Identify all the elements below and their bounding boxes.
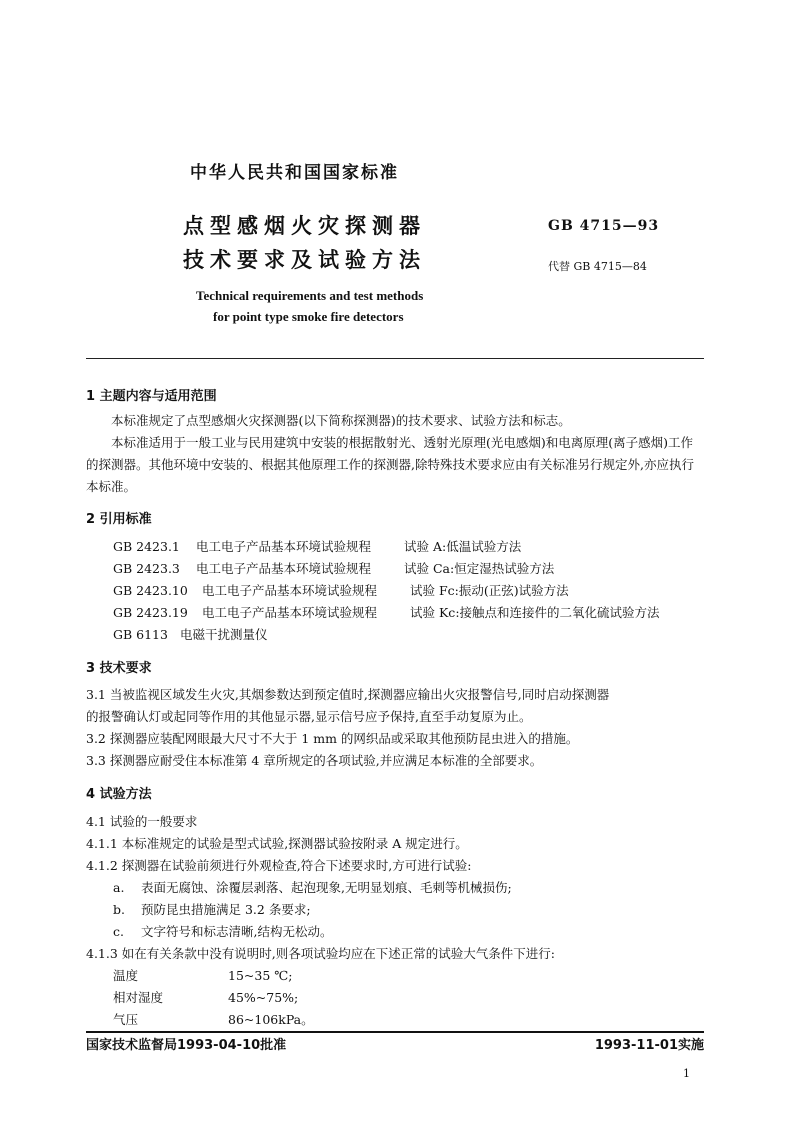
section-1-para-2: 本标准适用于一般工业与民用建筑中安装的根据散射光、透射光原理(光电感烟)和电离原理(离子感烟)工作的探测器。其他环境中安装的、根据其他原理工作的探测器,除特殊技术要求应由有关标准另行规定外,亦应执行本标准。 <box>86 435 694 494</box>
condition-value: 45%~75%; <box>228 990 299 1005</box>
ref-code: GB 6113 <box>113 627 168 642</box>
section-1-heading: 1 主题内容与适用范围 <box>86 389 217 404</box>
list-item-mark: b. <box>113 902 125 917</box>
document-title-line2: 技术要求及试验方法 <box>183 248 426 272</box>
ref-test: 试验 A:低温试验方法 <box>404 539 522 554</box>
approval-line: 国家技术监督局1993-04-10批准 <box>86 1038 287 1053</box>
clause-3-1-line-2: 的报警确认灯或起同等作用的其他显示器,显示信号应予保持,直至手动复原为止。 <box>86 709 532 724</box>
section-4-heading: 4 试验方法 <box>86 787 152 802</box>
standard-number: GB 4715—93 <box>548 218 660 234</box>
ref-title: 电工电子产品基本环境试验规程 <box>202 583 378 598</box>
condition-label: 温度 <box>113 968 139 983</box>
list-item-mark: a. <box>113 880 125 895</box>
clause-3-1-line-1: 3.1 当被监视区域发生火灾,其烟参数达到预定值时,探测器应输出火灾报警信号,同时启动探测器 <box>86 687 610 702</box>
list-item-text: 文字符号和标志清晰,结构无松动。 <box>141 924 333 939</box>
english-title-line2: for point type smoke fire detectors <box>213 309 404 324</box>
ref-code: GB 2423.1 <box>113 539 180 554</box>
clause-4-1-3: 4.1.3 如在有关条款中没有说明时,则各项试验均应在下述正常的试验大气条件下进行: <box>86 946 555 961</box>
issuer-title: 中华人民共和国国家标准 <box>190 163 399 183</box>
list-item-text: 表面无腐蚀、涂覆层剥落、起泡现象,无明显划痕、毛刺等机械损伤; <box>141 880 512 895</box>
replaces-note: 代替 GB 4715—84 <box>548 260 647 273</box>
footer-divider <box>86 1031 704 1033</box>
effective-date: 1993-11-01实施 <box>594 1038 704 1053</box>
ref-test: 试验 Kc:接触点和连接件的二氧化硫试验方法 <box>410 605 660 620</box>
ref-title: 电工电子产品基本环境试验规程 <box>202 605 378 620</box>
document-title-line1: 点型感烟火灾探测器 <box>183 214 426 238</box>
condition-label: 气压 <box>113 1012 139 1027</box>
list-item-mark: c. <box>113 924 124 939</box>
ref-code: GB 2423.19 <box>113 605 188 620</box>
ref-title: 电工电子产品基本环境试验规程 <box>196 561 372 576</box>
ref-title: 电工电子产品基本环境试验规程 <box>196 539 372 554</box>
condition-value: 86~106kPa。 <box>228 1012 314 1027</box>
english-title-line1: Technical requirements and test methods <box>196 288 424 303</box>
clause-3-3: 3.3 探测器应耐受住本标准第 4 章所规定的各项试验,并应满足本标准的全部要求。 <box>86 753 543 768</box>
clause-4-1: 4.1 试验的一般要求 <box>86 814 198 829</box>
clause-3-2: 3.2 探测器应装配网眼最大尺寸不大于 1 mm 的网织品或采取其他预防昆虫进入的措施。 <box>86 731 579 746</box>
ref-test: 试验 Fc:振动(正弦)试验方法 <box>410 583 569 598</box>
condition-label: 相对湿度 <box>113 990 164 1005</box>
ref-code: GB 2423.3 <box>113 561 180 576</box>
condition-value: 15~35 ℃; <box>228 968 293 983</box>
list-item-text: 预防昆虫措施满足 3.2 条要求; <box>141 902 311 917</box>
section-3-heading: 3 技术要求 <box>86 661 152 676</box>
section-1-para-1: 本标准规定了点型感烟火灾探测器(以下简称探测器)的技术要求、试验方法和标志。 <box>111 413 571 428</box>
header-divider <box>86 358 704 359</box>
ref-code: GB 2423.10 <box>113 583 188 598</box>
section-2-heading: 2 引用标准 <box>86 512 152 527</box>
clause-4-1-1: 4.1.1 本标准规定的试验是型式试验,探测器试验按附录 A 规定进行。 <box>86 836 468 851</box>
ref-title: 电磁干扰测量仪 <box>180 627 268 642</box>
page-number: 1 <box>683 1067 690 1080</box>
clause-4-1-2: 4.1.2 探测器在试验前须进行外观检查,符合下述要求时,方可进行试验: <box>86 858 472 873</box>
ref-test: 试验 Ca:恒定湿热试验方法 <box>404 561 555 576</box>
